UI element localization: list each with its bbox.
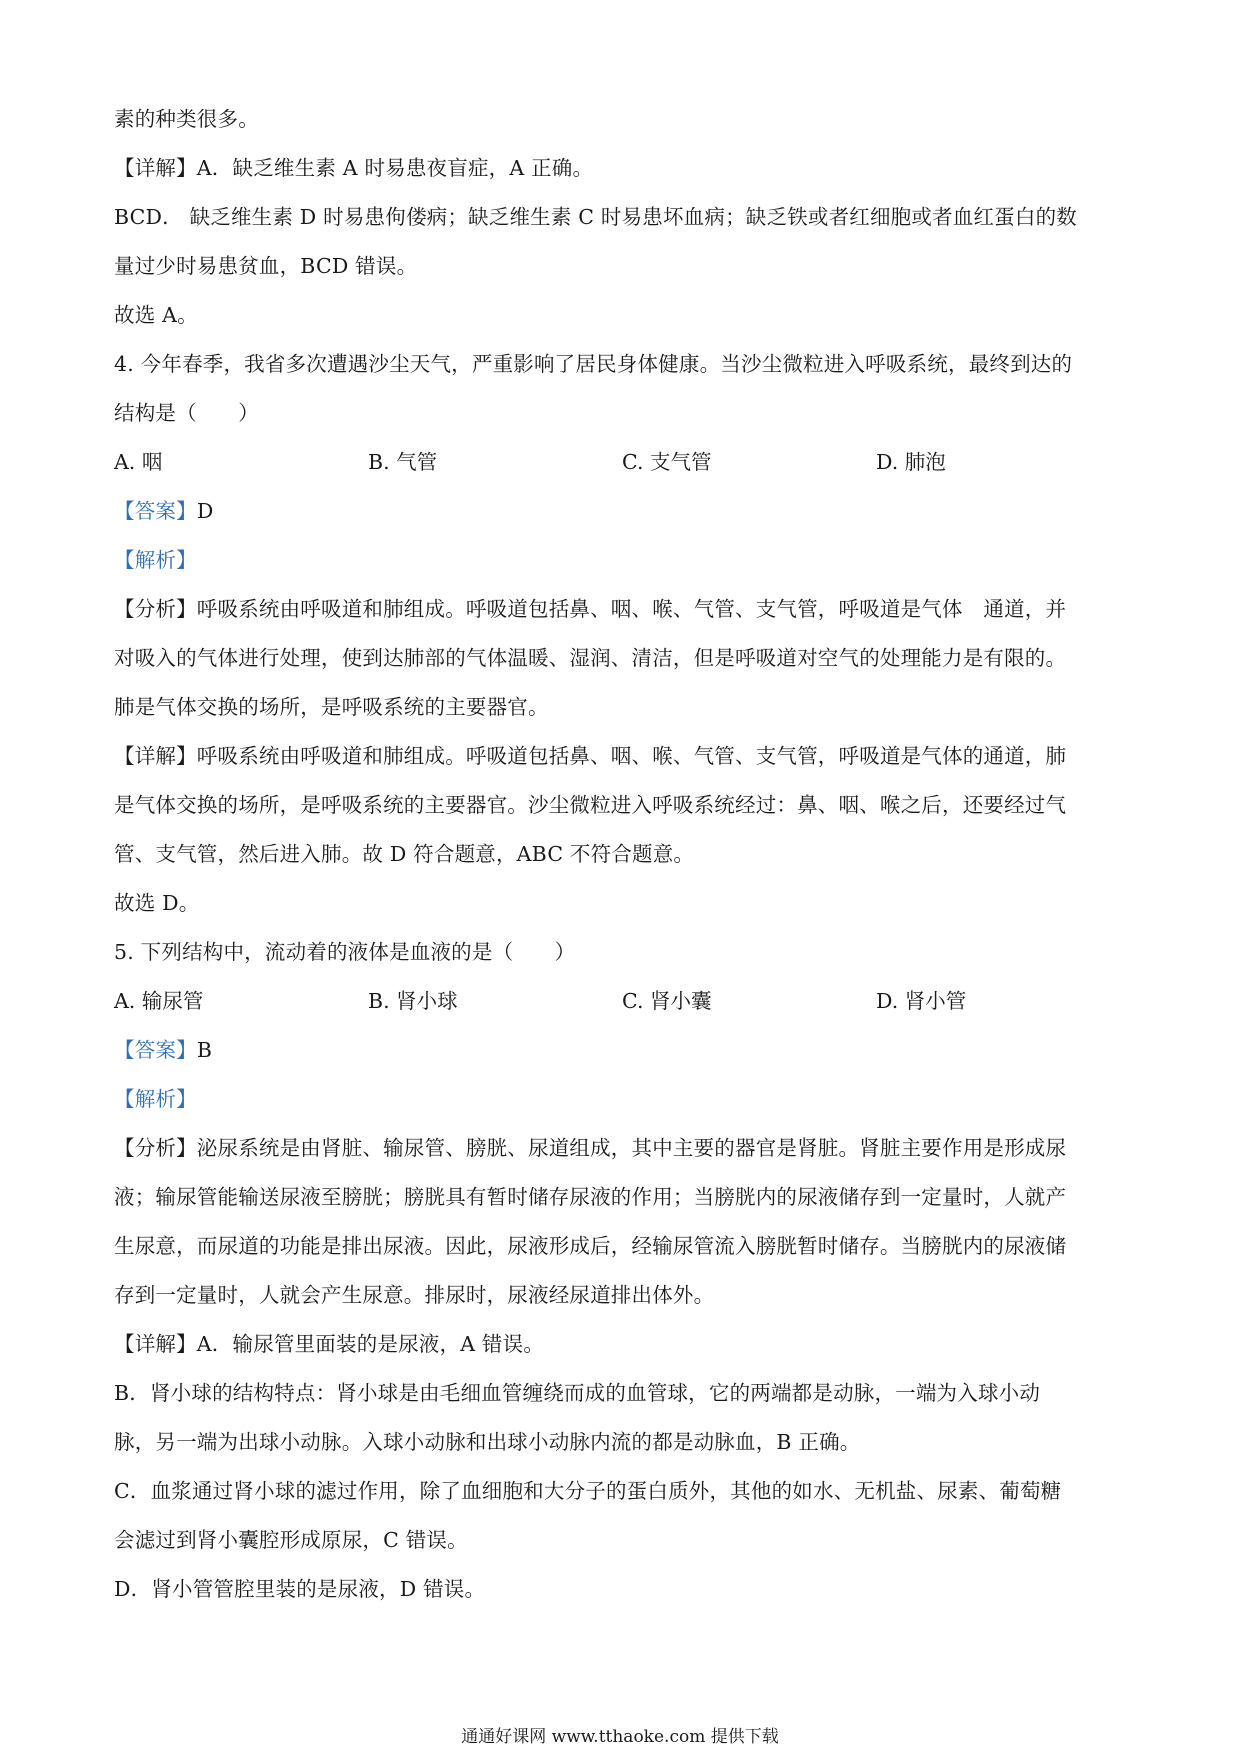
text-line: 对吸入的气体进行处理，使到达肺部的气体温暖、湿润、清洁，但是呼吸道对空气的处理能力是有限的。: [114, 646, 1067, 670]
option-b: B. 气管: [368, 450, 438, 474]
question-4-options: [114, 438, 1134, 487]
answer-value: D: [196, 499, 214, 523]
text-line: 管、支气管，然后进入肺。故 D 符合题意，ABC 不符合题意。: [114, 842, 695, 866]
analysis-tag: 【解析】: [114, 548, 197, 572]
text-line: B．肾小球的结构特点：肾小球是由毛细血管缠绕而成的血管球，它的两端都是动脉，一端为入球小动: [114, 1381, 1041, 1405]
option-a: A. 输尿管: [114, 989, 204, 1013]
text-line: BCD． 缺乏维生素 D 时易患佝偻病；缺乏维生素 C 时易患坏血病；缺乏铁或者红细胞或者血红蛋白的数: [114, 205, 1077, 229]
text-line: 脉，另一端为出球小动脉。入球小动脉和出球小动脉内流的都是动脉血，B 正确。: [114, 1430, 861, 1454]
question-5-stem: 5. 下列结构中，流动着的液体是血液的是（ ）: [114, 940, 576, 964]
text-line: 生尿意，而尿道的功能是排出尿液。因此，尿液形成后，经输尿管流入膀胱暂时储存。当膀胱内的尿液储: [114, 1234, 1067, 1258]
text-line: 是气体交换的场所，是呼吸系统的主要器官。沙尘微粒进入呼吸系统经过：鼻、咽、喉之后，还要经过气: [114, 793, 1067, 817]
text-line: 【详解】呼吸系统由呼吸道和肺组成。呼吸道包括鼻、咽、喉、气管、支气管，呼吸道是气体的通道，肺: [114, 744, 1067, 768]
text-line: 【详解】A．输尿管里面装的是尿液，A 错误。: [114, 1332, 545, 1356]
question-5-options: [114, 977, 1134, 1026]
question-4-stem: 结构是（ ）: [114, 401, 259, 425]
text-line: 【分析】呼吸系统由呼吸道和肺组成。呼吸道包括鼻、咽、喉、气管、支气管，呼吸道是气体 通道，并: [114, 597, 1067, 621]
text-line: 存到一定量时，人就会产生尿意。排尿时，尿液经尿道排出体外。: [114, 1283, 715, 1307]
text-line: 量过少时易患贫血，BCD 错误。: [114, 254, 418, 278]
text-line: D．肾小管管腔里装的是尿液，D 错误。: [114, 1577, 486, 1601]
answer-line: [114, 487, 1134, 536]
option-d: D. 肾小管: [876, 989, 967, 1013]
text-line: 故选 D。: [114, 891, 200, 915]
option-d: D. 肺泡: [876, 450, 946, 474]
text-line: 会滤过到肾小囊腔形成原尿，C 错误。: [114, 1528, 468, 1552]
text-line: 素的种类很多。: [114, 107, 259, 131]
text-line: 【详解】A．缺乏维生素 A 时易患夜盲症，A 正确。: [114, 156, 594, 180]
text-line: 故选 A。: [114, 303, 198, 327]
text-line: 液；输尿管能输送尿液至膀胱；膀胱具有暂时储存尿液的作用；当膀胱内的尿液储存到一定量时，人就产: [114, 1185, 1067, 1209]
option-b: B. 肾小球: [368, 989, 458, 1013]
answer-value: B: [196, 1038, 213, 1062]
answer-tag: 【答案】: [114, 1038, 197, 1062]
question-4-stem: 4. 今年春季，我省多次遭遇沙尘天气，严重影响了居民身体健康。当沙尘微粒进入呼吸系统，最终到达的: [114, 352, 1073, 376]
document-page: [114, 95, 1134, 1614]
analysis-tag: 【解析】: [114, 1087, 197, 1111]
option-c: C. 支气管: [622, 450, 712, 474]
text-line: C．血浆通过肾小球的滤过作用，除了血细胞和大分子的蛋白质外，其他的如水、无机盐、尿素、葡萄糖: [114, 1479, 1062, 1503]
text-line: 肺是气体交换的场所，是呼吸系统的主要器官。: [114, 695, 549, 719]
answer-tag: 【答案】: [114, 499, 197, 523]
option-c: C. 肾小囊: [622, 989, 712, 1013]
page-footer: 通通好课网 www.tthaoke.com 提供下载: [461, 1727, 779, 1747]
option-a: A. 咽: [114, 450, 163, 474]
text-line: 【分析】泌尿系统是由肾脏、输尿管、膀胱、尿道组成，其中主要的器官是肾脏。肾脏主要作用是形成尿: [114, 1136, 1067, 1160]
answer-line: [114, 1026, 1134, 1075]
